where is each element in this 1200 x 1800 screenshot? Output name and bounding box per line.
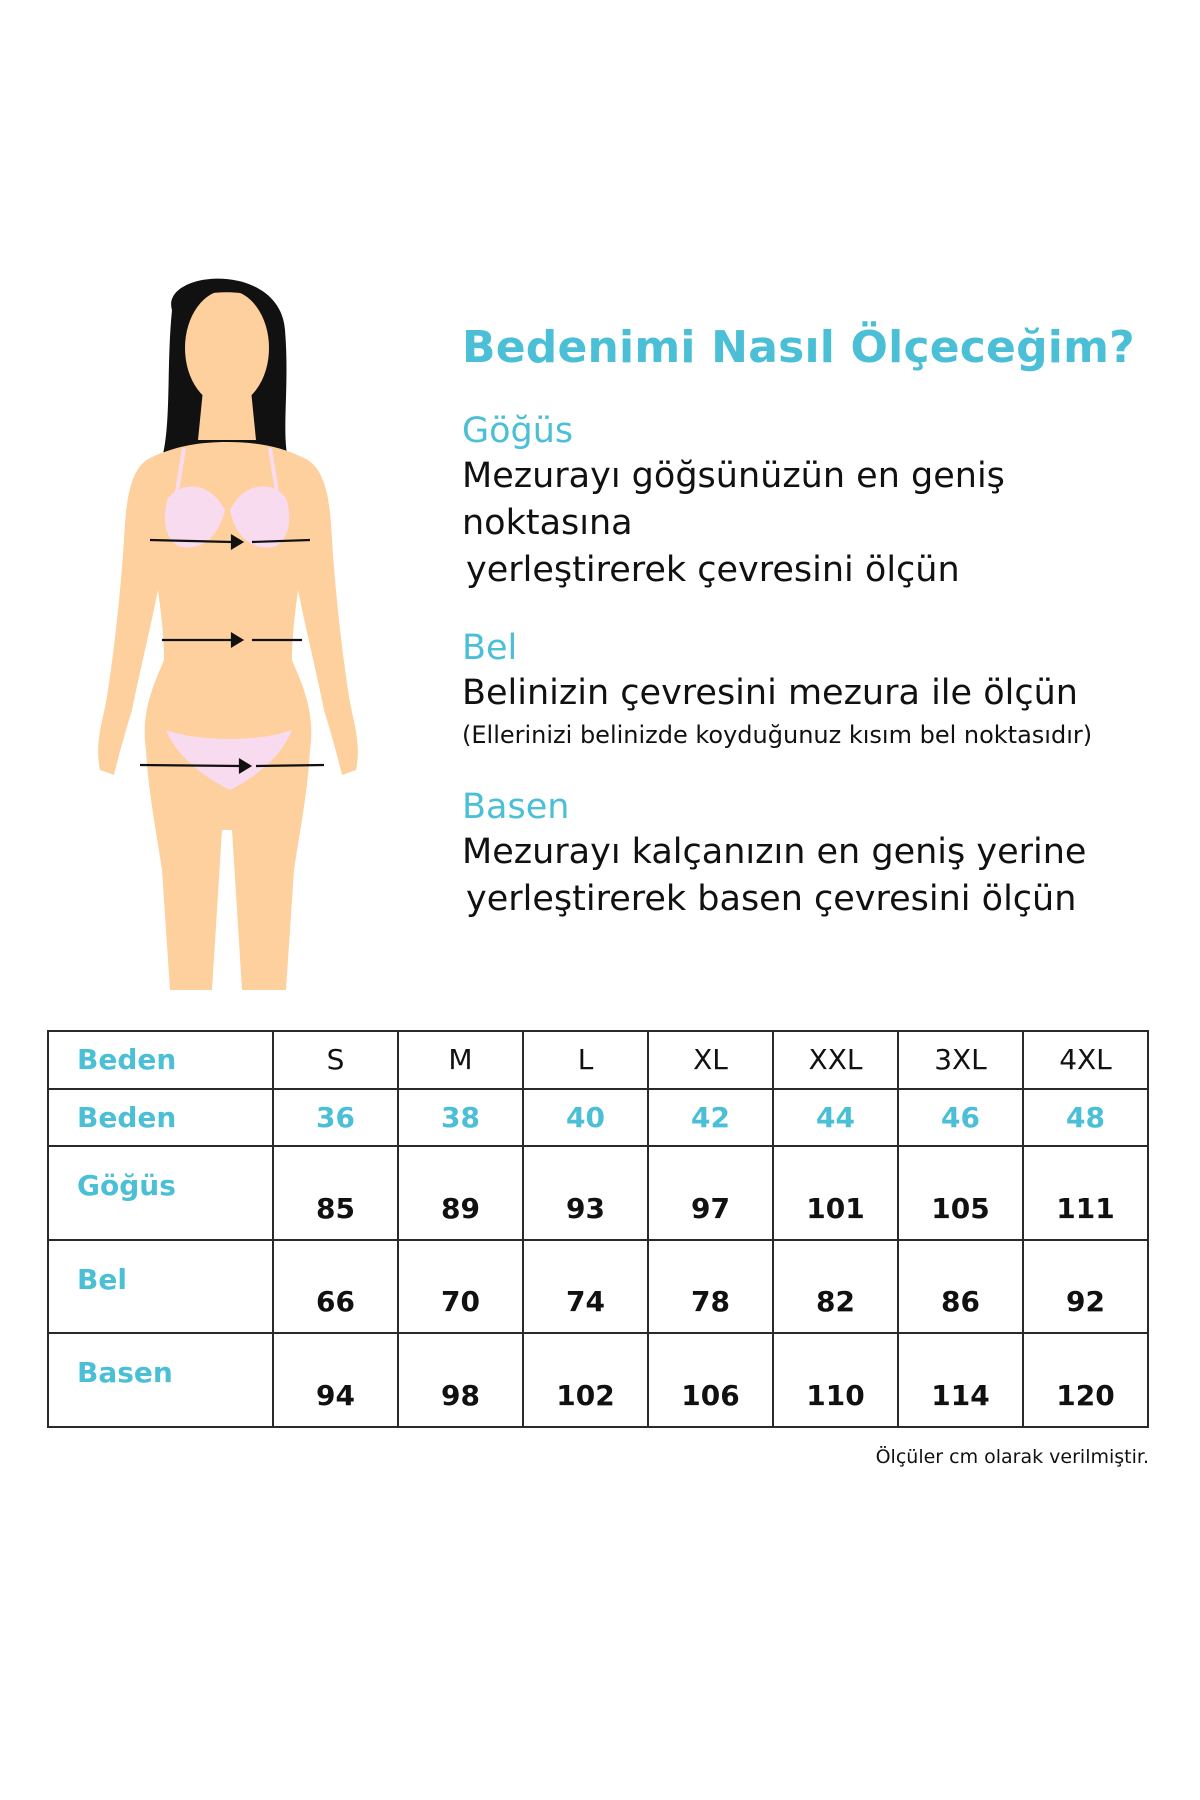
measurement-guide [462,322,1182,955]
table-cell: 85 [273,1146,398,1240]
table-cell: 44 [773,1089,898,1147]
table-cell: 74 [523,1240,648,1334]
table-row [48,1089,1148,1147]
table-cell: 120 [1023,1333,1148,1427]
table-cell: L [523,1031,648,1089]
guide-title: Bedenimi Nasıl Ölçeceğim? [462,322,1135,373]
section-title: Bel [462,628,518,668]
row-label: Basen [48,1333,273,1427]
size-table [47,1030,1149,1428]
guide-section [462,785,1182,923]
guide-section [462,626,1182,753]
table-cell: M [398,1031,523,1089]
table-cell: 106 [648,1333,773,1427]
table-cell: 97 [648,1146,773,1240]
table-cell: 48 [1023,1089,1148,1147]
row-label: Bel [48,1240,273,1334]
table-row [48,1146,1148,1240]
table-cell: 102 [523,1333,648,1427]
table-cell: 40 [523,1089,648,1147]
table-cell: 105 [898,1146,1023,1240]
section-text: yerleştirerek çevresini ölçün [466,550,960,590]
section-text: yerleştirerek basen çevresini ölçün [466,879,1077,919]
row-label: Göğüs [48,1146,273,1240]
table-cell: 110 [773,1333,898,1427]
table-cell: 92 [1023,1240,1148,1334]
table-cell: 86 [898,1240,1023,1334]
woman-body-figure-icon [80,270,420,990]
section-text: Mezurayı göğsünüzün en geniş noktasına [462,456,1005,543]
table-cell: 3XL [898,1031,1023,1089]
table-cell: 70 [398,1240,523,1334]
section-note: (Ellerinizi belinizde koyduğunuz kısım bel noktasıdır) [462,721,1093,749]
table-cell: 93 [523,1146,648,1240]
table-cell: 82 [773,1240,898,1334]
table-cell: 98 [398,1333,523,1427]
table-cell: 42 [648,1089,773,1147]
table-cell: 114 [898,1333,1023,1427]
section-title: Göğüs [462,411,574,451]
table-cell: 66 [273,1240,398,1334]
table-cell: 111 [1023,1146,1148,1240]
table-cell: 89 [398,1146,523,1240]
table-row [48,1333,1148,1427]
units-footnote: Ölçüler cm olarak verilmiştir. [875,1446,1149,1468]
row-label: Beden [48,1031,273,1089]
table-cell: S [273,1031,398,1089]
guide-section [462,409,1182,594]
section-text: Belinizin çevresini mezura ile ölçün [462,673,1078,713]
table-cell: 101 [773,1146,898,1240]
table-row [48,1240,1148,1334]
row-label: Beden [48,1089,273,1147]
table-cell: XL [648,1031,773,1089]
table-cell: 78 [648,1240,773,1334]
table-cell: 46 [898,1089,1023,1147]
section-title: Basen [462,787,570,827]
table-row [48,1031,1148,1089]
section-text: Mezurayı kalçanızın en geniş yerine [462,832,1087,872]
table-cell: XXL [773,1031,898,1089]
table-cell: 4XL [1023,1031,1148,1089]
table-cell: 38 [398,1089,523,1147]
table-cell: 36 [273,1089,398,1147]
table-cell: 94 [273,1333,398,1427]
